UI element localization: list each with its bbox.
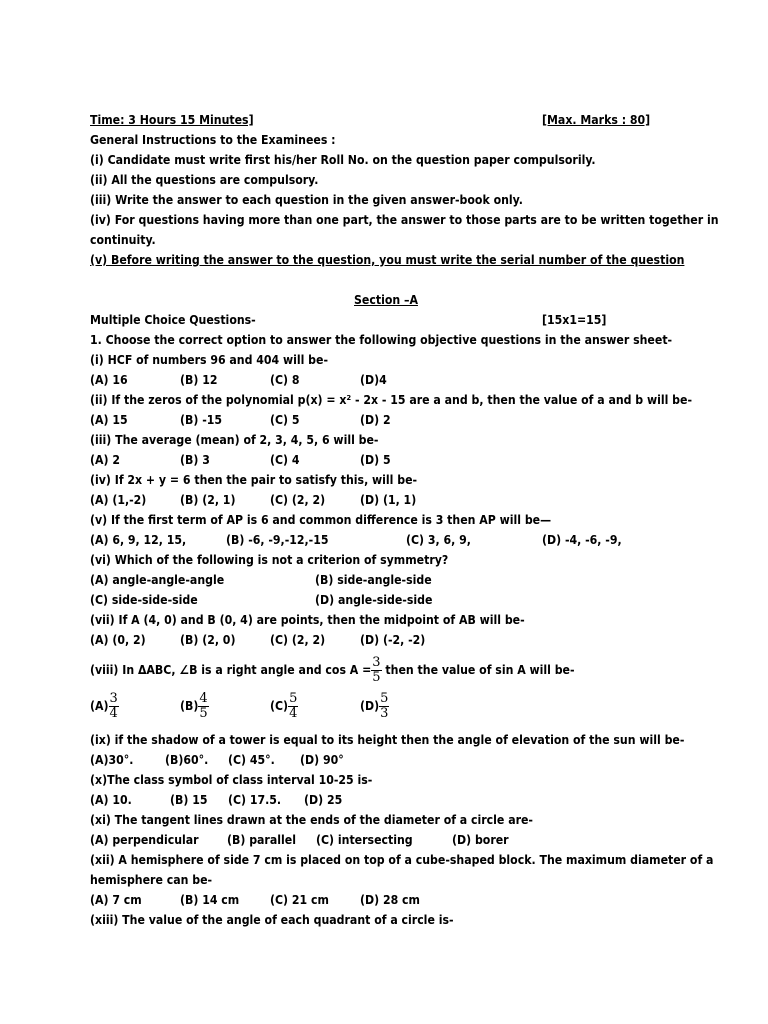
- option-a: (A)30°.: [90, 753, 134, 767]
- option-c: (C) 8: [270, 373, 300, 387]
- option-b: (B) -15: [180, 413, 223, 427]
- option-a: (A) 2: [90, 453, 120, 467]
- option-d: (D) 28 cm: [360, 893, 420, 907]
- instruction-item: continuity.: [90, 233, 156, 247]
- max-marks: [Max. Marks : 80]: [542, 113, 651, 127]
- option-a: (A) 16: [90, 373, 128, 387]
- option-b: (B) 14 cm: [180, 893, 240, 907]
- option-a: (A) (1,-2): [90, 493, 147, 507]
- option-b: (B) $\frac{4}{5}$: [180, 691, 208, 721]
- option-d: (D) $\frac{5}{3}$: [360, 691, 389, 721]
- question-text: (vii) If A (4, 0) and B (0, 4) are points, then the midpoint of AB will be-: [90, 613, 525, 627]
- mcq-label: Multiple Choice Questions-: [90, 313, 256, 327]
- question-text: (xiii) The value of the angle of each quadrant of a circle is-: [90, 913, 454, 927]
- question-text: (iv) If 2x + y = 6 then the pair to satisfy this, will be-: [90, 473, 418, 487]
- question-text: (i) HCF of numbers 96 and 404 will be-: [90, 353, 329, 367]
- question-text: (vi) Which of the following is not a criterion of symmetry?: [90, 553, 449, 567]
- section-title: Section –A: [354, 293, 418, 307]
- option-d: (D) (1, 1): [360, 493, 417, 507]
- option-a: (A) 6, 9, 12, 15,: [90, 533, 187, 547]
- option-a: (A) angle-angle-angle: [90, 573, 225, 587]
- option-b: (B)60°.: [165, 753, 209, 767]
- option-d: (D) angle-side-side: [315, 593, 433, 607]
- option-b: (B) (2, 1): [180, 493, 236, 507]
- option-d: (D) borer: [452, 833, 509, 847]
- option-d: (D) (-2, -2): [360, 633, 426, 647]
- option-a: (A) 7 cm: [90, 893, 142, 907]
- option-a: (A) perpendicular: [90, 833, 199, 847]
- instruction-item: (iv) For questions having more than one part, the answer to those parts are to be written together in: [90, 213, 719, 227]
- option-d: (D) 5: [360, 453, 391, 467]
- option-d: (D) 2: [360, 413, 391, 427]
- option-c: (C) $\frac{5}{4}$: [270, 691, 298, 721]
- option-c: (C) 21 cm: [270, 893, 329, 907]
- instruction-item: (ii) All the questions are compulsory.: [90, 173, 319, 187]
- option-a: (A) 10.: [90, 793, 132, 807]
- option-a: (A) 15: [90, 413, 128, 427]
- question-text: (iii) The average (mean) of 2, 3, 4, 5, 6 will be-: [90, 433, 379, 447]
- option-c: (C) 17.5.: [228, 793, 282, 807]
- q1-instruction: 1. Choose the correct option to answer the following objective questions in the answer sheet-: [90, 333, 673, 347]
- question-text-post: then the value of sin A will be-: [385, 663, 575, 677]
- option-b: (B) (2, 0): [180, 633, 236, 647]
- question-text: (ii) If the zeros of the polynomial p(x) = x² - 2x - 15 are a and b, then the value of a and b will be-: [90, 393, 693, 407]
- option-c: (C) (2, 2): [270, 493, 326, 507]
- option-d: (D) 90°: [300, 753, 344, 767]
- time-label: Time: 3 Hours 15 Minutes]: [90, 113, 254, 127]
- option-b: (B) 12: [180, 373, 218, 387]
- instructions-title: General Instructions to the Examinees :: [90, 133, 336, 147]
- option-c: (C) (2, 2): [270, 633, 326, 647]
- instruction-item: (i) Candidate must write first his/her Roll No. on the question paper compulsorily.: [90, 153, 596, 167]
- fraction: $\frac{3}{5}$: [372, 655, 381, 685]
- question-text: (ix) if the shadow of a tower is equal to its height then the angle of elevation of the sun will be-: [90, 733, 685, 747]
- question-text: (xi) The tangent lines drawn at the ends of the diameter of a circle are-: [90, 813, 533, 827]
- question-text: (xii) A hemisphere of side 7 cm is placed on top of a cube-shaped block. The maximum diameter of a: [90, 853, 714, 867]
- option-b: (B) side-angle-side: [315, 573, 432, 587]
- option-c: (C) side-side-side: [90, 593, 198, 607]
- option-a: (A) (0, 2): [90, 633, 146, 647]
- option-b: (B) 3: [180, 453, 210, 467]
- option-b: (B) 15: [170, 793, 208, 807]
- option-b: (B) -6, -9,-12,-15: [226, 533, 329, 547]
- option-a: (A) $\frac{3}{4}$: [90, 691, 118, 721]
- instruction-item: (v) Before writing the answer to the question, you must write the serial number of the question: [90, 253, 685, 267]
- mcq-marks: [15x1=15]: [542, 313, 607, 327]
- option-b: (B) parallel: [227, 833, 296, 847]
- instruction-item: (iii) Write the answer to each question in the given answer-book only.: [90, 193, 523, 207]
- option-d: (D)4: [360, 373, 387, 387]
- question-text-pre: (viii) In ΔABC, ∠B is a right angle and cos A =: [90, 663, 372, 677]
- question-text-cont: hemisphere can be-: [90, 873, 213, 887]
- option-c: (C) 45°.: [228, 753, 275, 767]
- option-c: (C) intersecting: [316, 833, 413, 847]
- option-c: (C) 5: [270, 413, 300, 427]
- question-text: (v) If the first term of AP is 6 and common difference is 3 then AP will be—: [90, 513, 552, 527]
- option-c: (C) 4: [270, 453, 300, 467]
- question-text: [90, 654, 575, 686]
- option-d: (D) -4, -6, -9,: [542, 533, 622, 547]
- option-d: (D) 25: [304, 793, 343, 807]
- question-text: (x)The class symbol of class interval 10-25 is-: [90, 773, 373, 787]
- option-c: (C) 3, 6, 9,: [406, 533, 471, 547]
